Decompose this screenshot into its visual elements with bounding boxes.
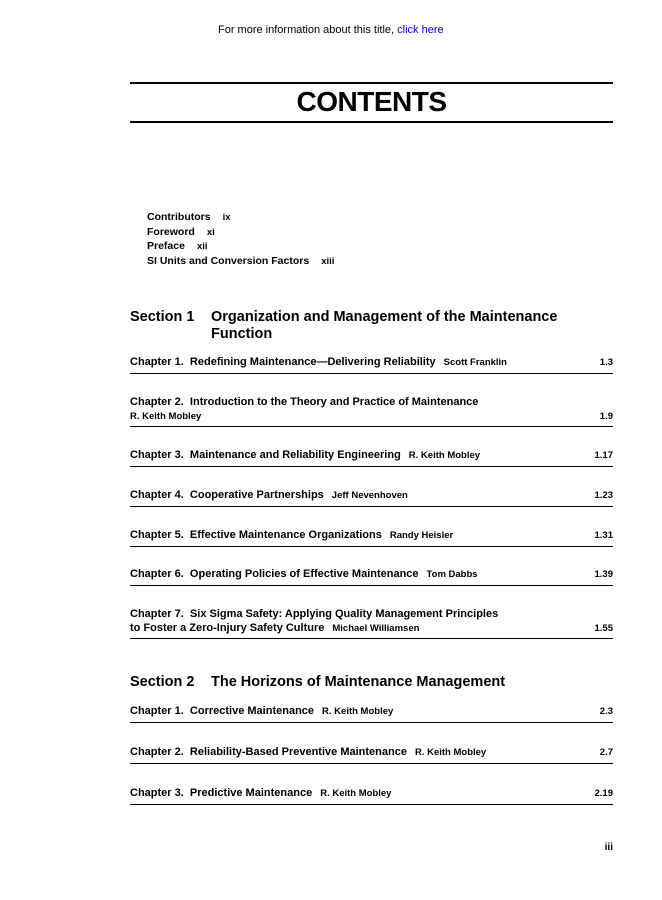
chapter-number: Chapter 2. [130,396,184,408]
chapter-page: 2.7 [599,747,613,758]
chapter-title: Redefining Maintenance—Delivering Reliability [189,356,436,368]
chapter-title: Introduction to the Theory and Practice of Maintenance [189,396,479,408]
chapter-page: 1.31 [594,530,613,541]
chapter-author: Scott Franklin [443,357,507,368]
toc-chapter-entry[interactable] [130,356,613,374]
section-title: The Horizons of Maintenance Management [211,674,506,690]
chapter-author: Tom Dabbs [426,569,478,580]
chapter-number: Chapter 3. [130,787,184,799]
page-title: CONTENTS [296,86,447,117]
chapter-author: Michael Williamsen [332,622,420,634]
toc-chapter-entry[interactable] [130,529,613,547]
toc-chapter-entry[interactable] [130,787,613,805]
front-matter-page: xii [196,241,208,253]
chapter-number: Chapter 1. [130,356,184,368]
title-top-rule [130,82,613,84]
chapter-title: Effective Maintenance Organizations [189,529,382,541]
chapter-author: R. Keith Mobley [320,788,392,799]
front-matter-label: Preface [147,240,185,253]
chapter-page: 1.55 [594,622,613,634]
chapter-page: 1.9 [599,410,613,422]
toc-chapter-entry[interactable] [130,396,613,427]
chapter-author: Randy Heisler [389,530,454,541]
chapter-page: 1.3 [599,357,613,368]
section-1-heading [130,309,613,343]
toc-chapter-entry[interactable] [130,608,613,639]
section-title: Organization and Management of the Maintenance Function [211,309,558,342]
chapter-author: R. Keith Mobley [408,450,481,461]
front-matter-item[interactable] [147,225,334,240]
section-label: Section 2 [130,674,195,690]
chapter-number: Chapter 1. [130,705,184,717]
chapter-number: Chapter 5. [130,529,184,541]
front-matter-item[interactable] [147,210,334,225]
chapter-title: Predictive Maintenance [189,787,313,799]
chapter-title-line2: to Foster a Zero-Injury Safety Culture [130,621,325,634]
click-here-link[interactable]: click here [397,24,444,36]
chapter-title: Reliability-Based Preventive Maintenance [189,746,407,758]
more-info-text: For more information about this title, [218,24,395,36]
chapter-number: Chapter 6. [130,568,184,580]
section-2-heading [130,674,613,691]
toc-chapter-entry[interactable] [130,568,613,586]
chapter-page: 1.39 [594,569,613,580]
section-label: Section 1 [130,309,195,325]
front-matter-label: Foreword [147,225,195,238]
title-bottom-rule [130,121,613,123]
toc-chapter-entry[interactable] [130,449,613,467]
chapter-title: Corrective Maintenance [189,705,315,717]
front-matter-label: SI Units and Conversion Factors [147,255,310,268]
chapter-number: Chapter 3. [130,449,184,461]
chapter-title-line1: Six Sigma Safety: Applying Quality Management Principles [189,608,499,620]
chapter-author: Jeff Nevenhoven [331,490,408,501]
toc-chapter-entry[interactable] [130,705,613,723]
chapter-author: R. Keith Mobley [130,410,202,422]
chapter-title: Operating Policies of Effective Maintenance [189,568,419,580]
front-matter-page: xi [206,226,215,238]
chapter-page: 1.17 [594,450,613,461]
front-matter-item[interactable] [147,239,334,254]
chapter-title: Maintenance and Reliability Engineering [189,449,401,461]
front-matter-page: ix [222,212,231,223]
toc-chapter-entry[interactable] [130,489,613,507]
chapter-number: Chapter 2. [130,746,184,758]
front-matter-page: xiii [321,256,335,268]
more-info-line [218,24,444,36]
chapter-page: 1.23 [594,490,613,501]
chapter-number: Chapter 4. [130,489,184,501]
toc-chapter-entry[interactable] [130,746,613,764]
chapter-number: Chapter 7. [130,608,184,620]
chapter-page: 2.3 [599,706,613,717]
chapter-page: 2.19 [594,788,613,799]
front-matter-list [147,210,334,269]
front-matter-label: Contributors [147,211,211,223]
front-matter-item[interactable] [147,254,334,269]
chapter-author: R. Keith Mobley [322,706,394,717]
page-number: iii [604,842,613,853]
chapter-author: R. Keith Mobley [414,747,487,758]
chapter-title: Cooperative Partnerships [189,489,324,501]
